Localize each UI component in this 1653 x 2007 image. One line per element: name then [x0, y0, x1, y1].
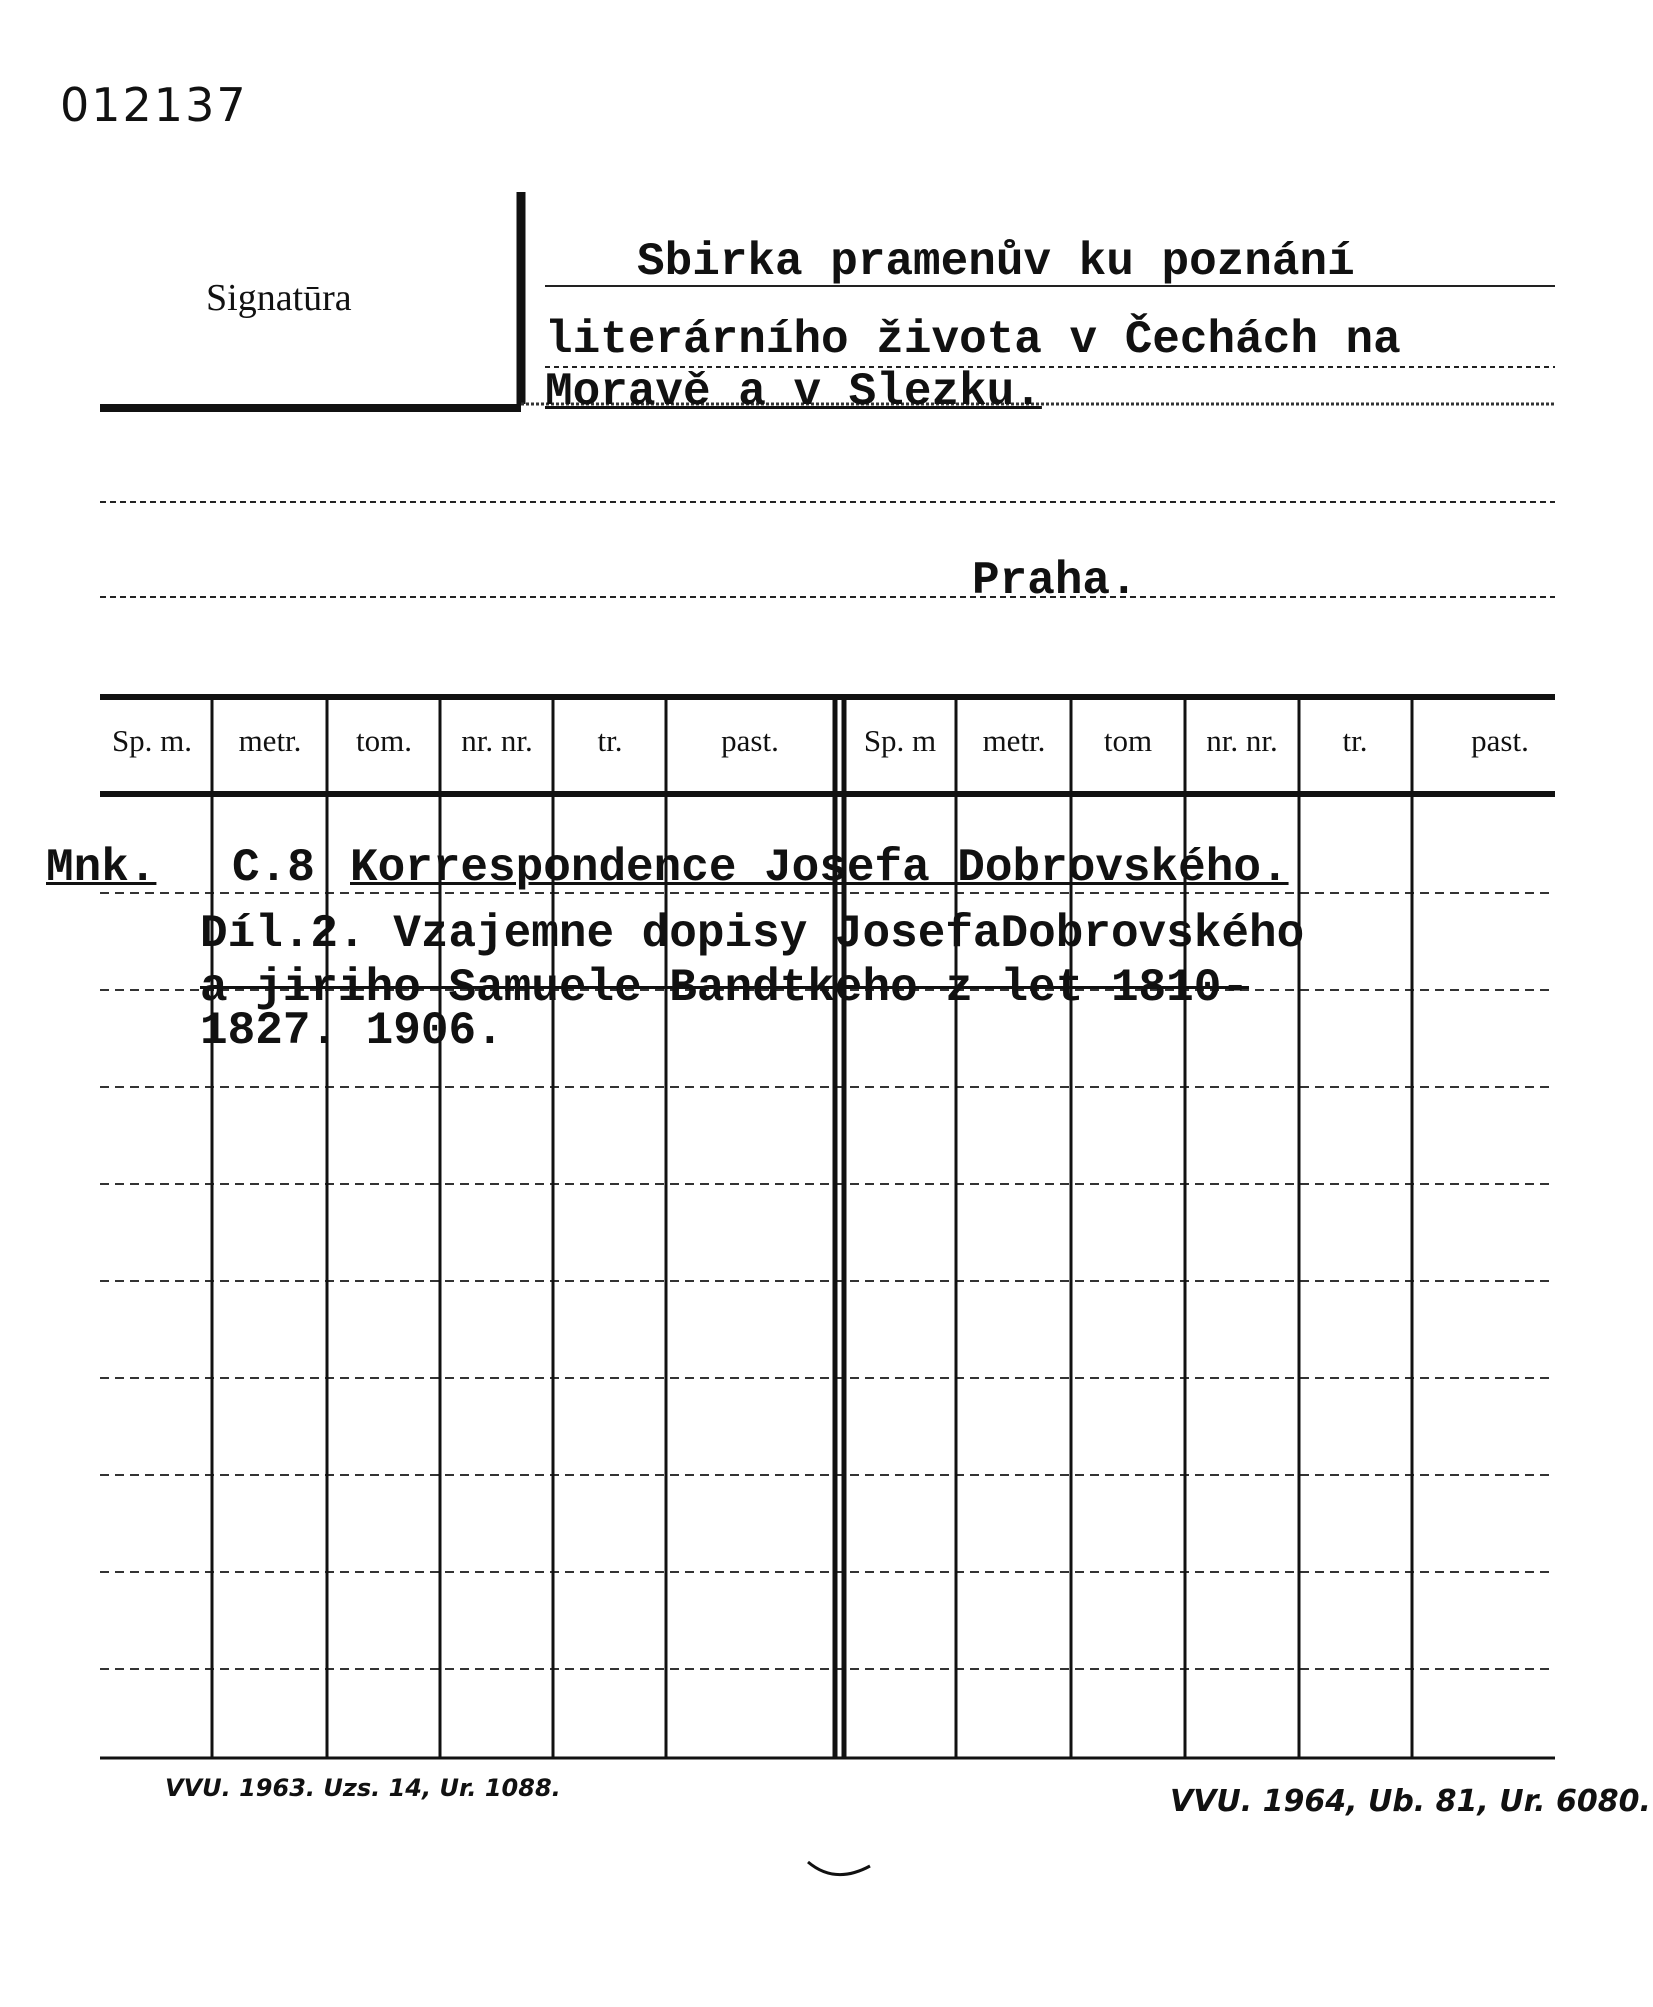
col-header-metr-left: metr. [238, 723, 302, 758]
entry-line-4: 1827. 1906. [200, 1005, 504, 1057]
col-header-tom-left: tom. [356, 723, 412, 758]
col-header-nr-right: nr. nr. [1206, 723, 1278, 758]
col-header-past-left: past. [721, 723, 779, 758]
accession-note-right: VVU. 1964, Ub. 81, Ur. 6080. [1170, 1784, 1651, 1819]
col-header-nr-left: nr. nr. [461, 723, 533, 758]
entry-line-1: Korrespondence Josefa Dobrovského. [350, 842, 1289, 894]
shelf-signature: C.8 [232, 842, 315, 894]
signatura-label: Signatūra [206, 277, 352, 319]
entry-line-3: a jiriho Samuele Bandtkeho z let 1810- [200, 962, 1249, 1014]
card-number: 012137 [60, 78, 248, 132]
collection-title-line-3: Moravě a v Slezku. [545, 366, 1042, 418]
col-header-metr-right: metr. [982, 723, 1046, 758]
location-mark: Mnk. [46, 842, 157, 894]
accession-note-left: VVU. 1963. Uzs. 14, Ur. 1088. [165, 1774, 561, 1802]
place-of-publication: Praha. [972, 555, 1138, 607]
entry-line-2: Díl.2. Vzajemne dopisy JosefaDobrovského [200, 908, 1305, 960]
col-header-sp-m-right: Sp. m [863, 723, 937, 758]
collection-title-line-1: Sbirka pramenův ku poznání [637, 236, 1355, 288]
col-header-sp-m-left: Sp. m. [111, 723, 193, 758]
col-header-past-right: past. [1471, 723, 1529, 758]
col-header-tr-left: tr. [597, 723, 623, 758]
col-header-tom-right: tom [1103, 723, 1153, 758]
collection-title-line-2: literárního života v Čechách na [545, 314, 1401, 366]
col-header-tr-right: tr. [1342, 723, 1368, 758]
